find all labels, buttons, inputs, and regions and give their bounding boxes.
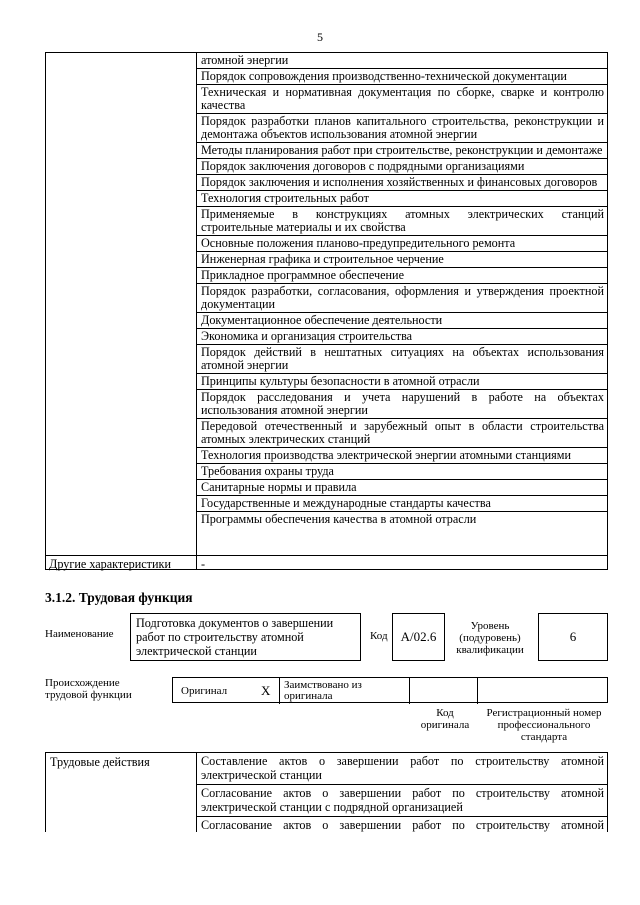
knowledge-item: Документационное обеспечение деятельности — [197, 313, 607, 329]
knowledge-item: Технология производства электрической энергии атомными станциями — [197, 448, 607, 464]
section-title: 3.1.2. Трудовая функция — [45, 590, 193, 605]
other-characteristics-label: Другие характеристики — [49, 557, 171, 571]
knowledge-item: Применяемые в конструкциях атомных электрических станций строительные материалы и их свойства — [197, 207, 607, 236]
knowledge-item: Основные положения планово-предупредительного ремонта — [197, 236, 607, 252]
qualification-level: 6 — [538, 613, 608, 661]
knowledge-item: Порядок заключения договоров с подрядными организациями — [197, 159, 607, 175]
function-name-label: Наименование — [45, 628, 114, 640]
knowledge-item: Техническая и нормативная документация по сборке, сварке и контролю качества — [197, 85, 607, 114]
original-label: Оригинал — [181, 685, 228, 697]
other-characteristics-value: - — [201, 557, 206, 571]
knowledge-list — [197, 53, 607, 527]
knowledge-item: Порядок разработки планов капитального строительства, реконструкции и демонтажа объектов использования атомной энергии — [197, 114, 607, 143]
qualification-level-label: Уровень (подуровень) квалификации — [456, 620, 524, 656]
knowledge-item: Порядок заключения и исполнения хозяйственных и финансовых договоров — [197, 175, 607, 191]
actions-table — [45, 752, 608, 832]
code-label: Код — [370, 630, 388, 642]
knowledge-item: Требования охраны труда — [197, 464, 607, 480]
function-code: А/02.6 — [392, 613, 445, 661]
knowledge-item: Санитарные нормы и правила — [197, 480, 607, 496]
knowledge-item: Экономика и организация строительства — [197, 329, 607, 345]
knowledge-item: Программы обеспечения качества в атомной отрасли — [201, 512, 477, 526]
reg-number-cell — [477, 678, 609, 704]
knowledge-item: Передовой отечественный и зарубежный опыт в области строительства атомных электрических станций — [197, 419, 607, 448]
other-characteristics-row — [46, 555, 607, 571]
code-original-label: Код оригинала — [420, 707, 470, 731]
knowledge-table — [45, 52, 608, 570]
reg-number-label: Регистрационный номер профессионального стандарта — [486, 707, 602, 743]
knowledge-item: Методы планирования работ при строительстве, реконструкции и демонтаже — [197, 143, 607, 159]
function-name: Подготовка документов о завершении работ по строительству атомной электрической станции — [130, 613, 361, 661]
actions-label: Трудовые действия — [50, 755, 150, 769]
origin-label: Происхождение трудовой функции — [45, 677, 132, 701]
original-mark: X — [261, 683, 271, 698]
action-item: Составление актов о завершении работ по строительству атомной электрической станции — [197, 753, 607, 785]
origin-row — [172, 677, 608, 703]
borrowed-label: Заимствовано из оригинала — [284, 679, 362, 702]
action-item: Согласование актов о завершении работ по строительству атомной — [201, 818, 604, 832]
knowledge-item: Порядок действий в нештатных ситуациях на объектах использования атомной энергии — [197, 345, 607, 374]
knowledge-item: Принципы культуры безопасности в атомной отрасли — [197, 374, 607, 390]
knowledge-item: Порядок разработки, согласования, оформления и утверждения проектной документации — [197, 284, 607, 313]
knowledge-item: Прикладное программное обеспечение — [197, 268, 607, 284]
actions-list — [197, 753, 607, 835]
code-original-cell — [409, 678, 477, 704]
knowledge-item: атомной энергии — [197, 53, 607, 69]
knowledge-item: Государственные и международные стандарты качества — [197, 496, 607, 512]
action-item: Согласование актов о завершении работ по строительству атомной электрической станции с подрядной организацией — [197, 785, 607, 817]
knowledge-item: Порядок расследования и учета нарушений в работе на объектах использования атомной энергии — [197, 390, 607, 419]
knowledge-item: Порядок сопровождения производственно-технической документации — [197, 69, 607, 85]
borrowed-cell — [279, 678, 409, 704]
knowledge-item: Инженерная графика и строительное черчение — [197, 252, 607, 268]
knowledge-item: Технология строительных работ — [197, 191, 607, 207]
page-number: 5 — [317, 30, 323, 44]
